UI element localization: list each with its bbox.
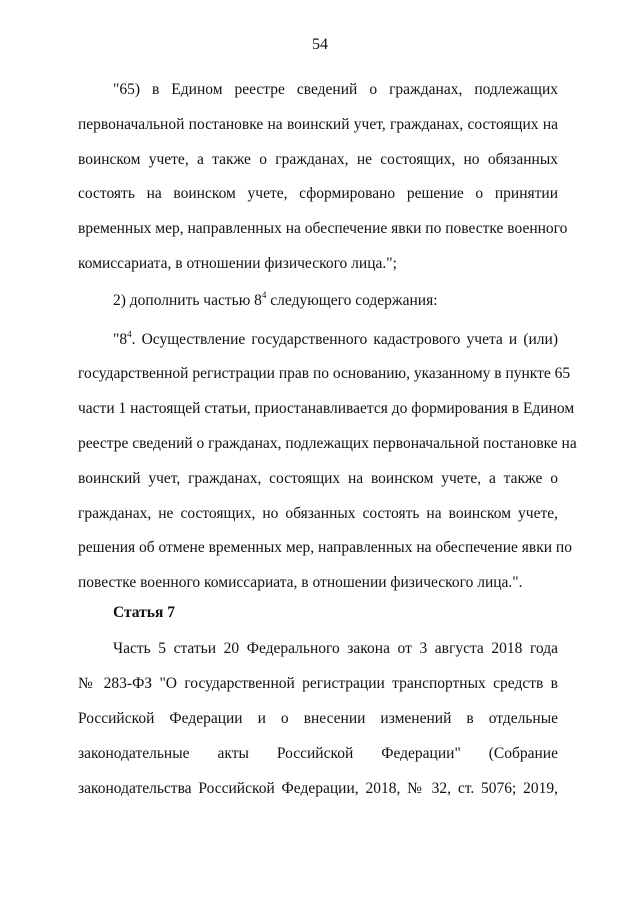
- paragraph-line: решения об отмене временных мер, направленных на обеспечение явки по: [78, 539, 572, 556]
- paragraph-line: части 1 настоящей статьи, приостанавливается до формирования в Едином: [78, 400, 575, 417]
- paragraph-line: [113, 291, 558, 311]
- superscript: 4: [127, 329, 132, 339]
- superscript: 4: [261, 290, 267, 300]
- paragraph-line: гражданах, не состоящих, но обязанных состоять на воинском учете,: [78, 505, 558, 522]
- paragraph-line: Часть 5 статьи 20 Федерального закона от 3 августа 2018 года: [113, 640, 558, 657]
- page-number: 54: [312, 36, 328, 53]
- paragraph-line: повестке военного комиссариата, в отношении физического лица.".: [78, 574, 523, 591]
- paragraph-line: воинском учете, а также о гражданах, не состоящих, но обязанных: [78, 151, 558, 168]
- paragraph-line: реестре сведений о гражданах, подлежащих первоначальной постановке на: [78, 435, 577, 452]
- paragraph-line: [113, 330, 558, 350]
- paragraph-line: комиссариата, в отношении физического лица.";: [78, 255, 397, 272]
- paragraph-line: законодательства Российской Федерации, 2018, № 32, ст. 5076; 2019,: [78, 780, 558, 797]
- paragraph-line: № 283-ФЗ "О государственной регистрации транспортных средств в: [78, 675, 558, 692]
- paragraph-line: первоначальной постановке на воинский учет, гражданах, состоящих на: [78, 116, 558, 133]
- paragraph-line: законодательные акты Российской Федерации" (Собрание: [78, 745, 558, 762]
- text-run: "8: [113, 331, 128, 348]
- paragraph-line: воинский учет, гражданах, состоящих на воинском учете, а также о: [78, 470, 558, 487]
- article-heading: Статья 7: [113, 604, 175, 621]
- text-run: . Осуществление государственного кадастрового учета и (или): [131, 331, 558, 348]
- paragraph-line: государственной регистрации прав по основанию, указанному в пункте 65: [78, 365, 571, 382]
- text-run: следующего содержания:: [266, 292, 438, 309]
- paragraph-line: временных мер, направленных на обеспечение явки по повестке военного: [78, 220, 568, 237]
- text-run: 2) дополнить частью 8: [113, 292, 262, 309]
- paragraph-line: Российской Федерации и о внесении изменений в отдельные: [78, 710, 558, 727]
- paragraph-line: "65) в Едином реестре сведений о гражданах, подлежащих: [113, 81, 558, 98]
- paragraph-line: состоять на воинском учете, сформировано решение о принятии: [78, 185, 558, 202]
